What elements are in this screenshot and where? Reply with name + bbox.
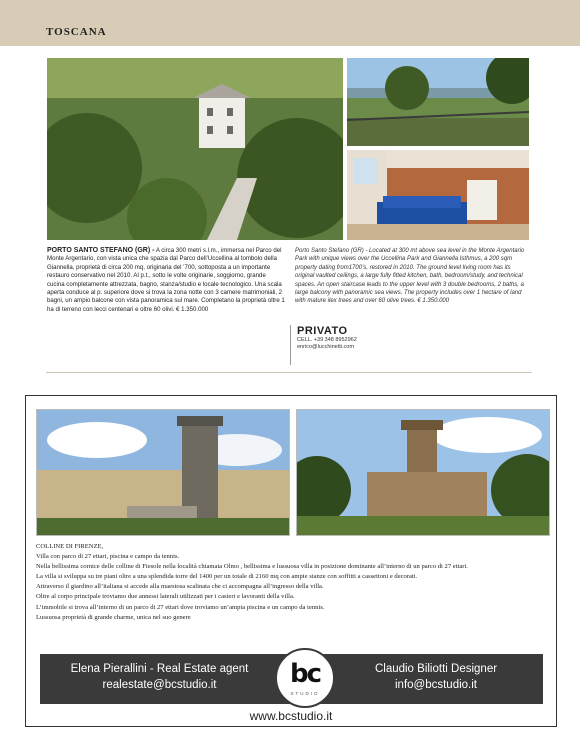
- agent-contact: [52, 661, 267, 693]
- villa-tower-photo-left: [36, 409, 290, 536]
- agent-name: Elena Pierallini - Real Estate agent: [70, 663, 249, 675]
- agent-email[interactable]: realestate@bcstudio.it: [102, 679, 217, 691]
- ad-line: Attraverso il giardino all’italiana si accede alla maestosa scalinata che ci accompagna all’ingresso della villa.: [36, 583, 324, 591]
- living-room-photo: [347, 150, 529, 240]
- agent-contact-bar: [40, 654, 543, 704]
- logo-mark: bc: [289, 659, 321, 689]
- ad-line: L’immobile si trova all’interno di un parco di 27 ettari dove troviamo un’ampia piscina e un campo da tennis.: [36, 603, 325, 611]
- ad-line: La villa si sviluppa su tre piani oltre a una splendida torre del 1400 per un totale di 2160 mq con ampie stanze con soffitti a cassettoni e decorati.: [36, 573, 418, 581]
- agency-ad: [25, 395, 557, 727]
- ad-line: Lussuosa proprietà di grande charme, unica nel suo genere: [36, 613, 191, 621]
- seller-contact: [290, 325, 357, 365]
- listing-text-it: A circa 300 metri s.l.m., immersa nel Parco del Monte Argentario, con vista unica che spazia dal Parco dell’Uccellina al tombolo della Giannella, proprietà di circa 200 mq, originaria del ’700, sottoposta a un importante restauro conservativo nel 2010. Al p.t., sotto le volte originarie, soggiorno, grande cucina completamente attrezzata, bagno, stanza/studio e locale tecnologico. Una scala aperta conduce al p. superiore dove si trova la zona notte con 3 camere matrimoniali, 2 bagni, un ampio balcone con vista panoramica sul mare. Completano la proprietà oltre 1 ha di terreno con lecci centenari e oltre 60 olivi. € 1.350.000: [47, 247, 285, 313]
- ad-line: Nella bellissima cornice delle colline di Fiesole nella località chiamata Olmo , bellissima e lussuosa villa in posizione dominante all’interno di un parco di 27 ettari.: [36, 563, 468, 571]
- bc-studio-logo: [275, 648, 335, 708]
- divider: [46, 372, 532, 373]
- section-title: TOSCANA: [46, 26, 107, 38]
- seller-email: enrico@lucchinetti.com: [297, 344, 354, 350]
- header-band: [0, 0, 580, 46]
- sea-view-photo: [347, 58, 529, 146]
- seller-label: PRIVATO: [297, 325, 348, 337]
- designer-email[interactable]: info@bcstudio.it: [395, 679, 477, 691]
- website-link[interactable]: www.bcstudio.it: [249, 709, 333, 723]
- listing-description-it: [47, 247, 285, 314]
- designer-contact: [341, 661, 531, 693]
- designer-name: Claudio Biliotti Designer: [374, 663, 498, 675]
- listing-location: PORTO SANTO STEFANO (GR) -: [47, 247, 155, 254]
- logo-sub: STUDIO: [290, 691, 320, 696]
- seller-phone: CELL. +39 348 8952962: [297, 337, 357, 343]
- ad-line: COLLINE DI FIRENZE,: [36, 543, 104, 550]
- ad-line: Villa con parco di 27 ettari, piscina e campo da tennis.: [36, 553, 180, 561]
- villa-exterior-photo: [47, 58, 343, 240]
- listing-description-en: Porto Santo Stefano (GR) - Located at 300 mt above sea level in the Monte Argentario Park with unique views over the Uccellina Park and Giannella Isthmus, a 200 sqm property dating from1700’s, restored in 2010. The ground level living room has its original vaulted ceilings, a large fully fitted kitchen, bath, bedroom/study, and technical spaces. An open staircase leads to the upper level with 3 double bedrooms, 2 baths, a large balcony with panoramic sea views. The property includes over 1 hectare of land with mature ilex trees and over 60 olive trees. € 1.350.000: [295, 248, 525, 305]
- ad-description: [36, 542, 548, 623]
- ad-line: Oltre al corpo principale troviamo due annessi laterali utilizzati per i casieri e lavoranti della villa.: [36, 593, 295, 601]
- villa-tower-photo-right: [296, 409, 550, 536]
